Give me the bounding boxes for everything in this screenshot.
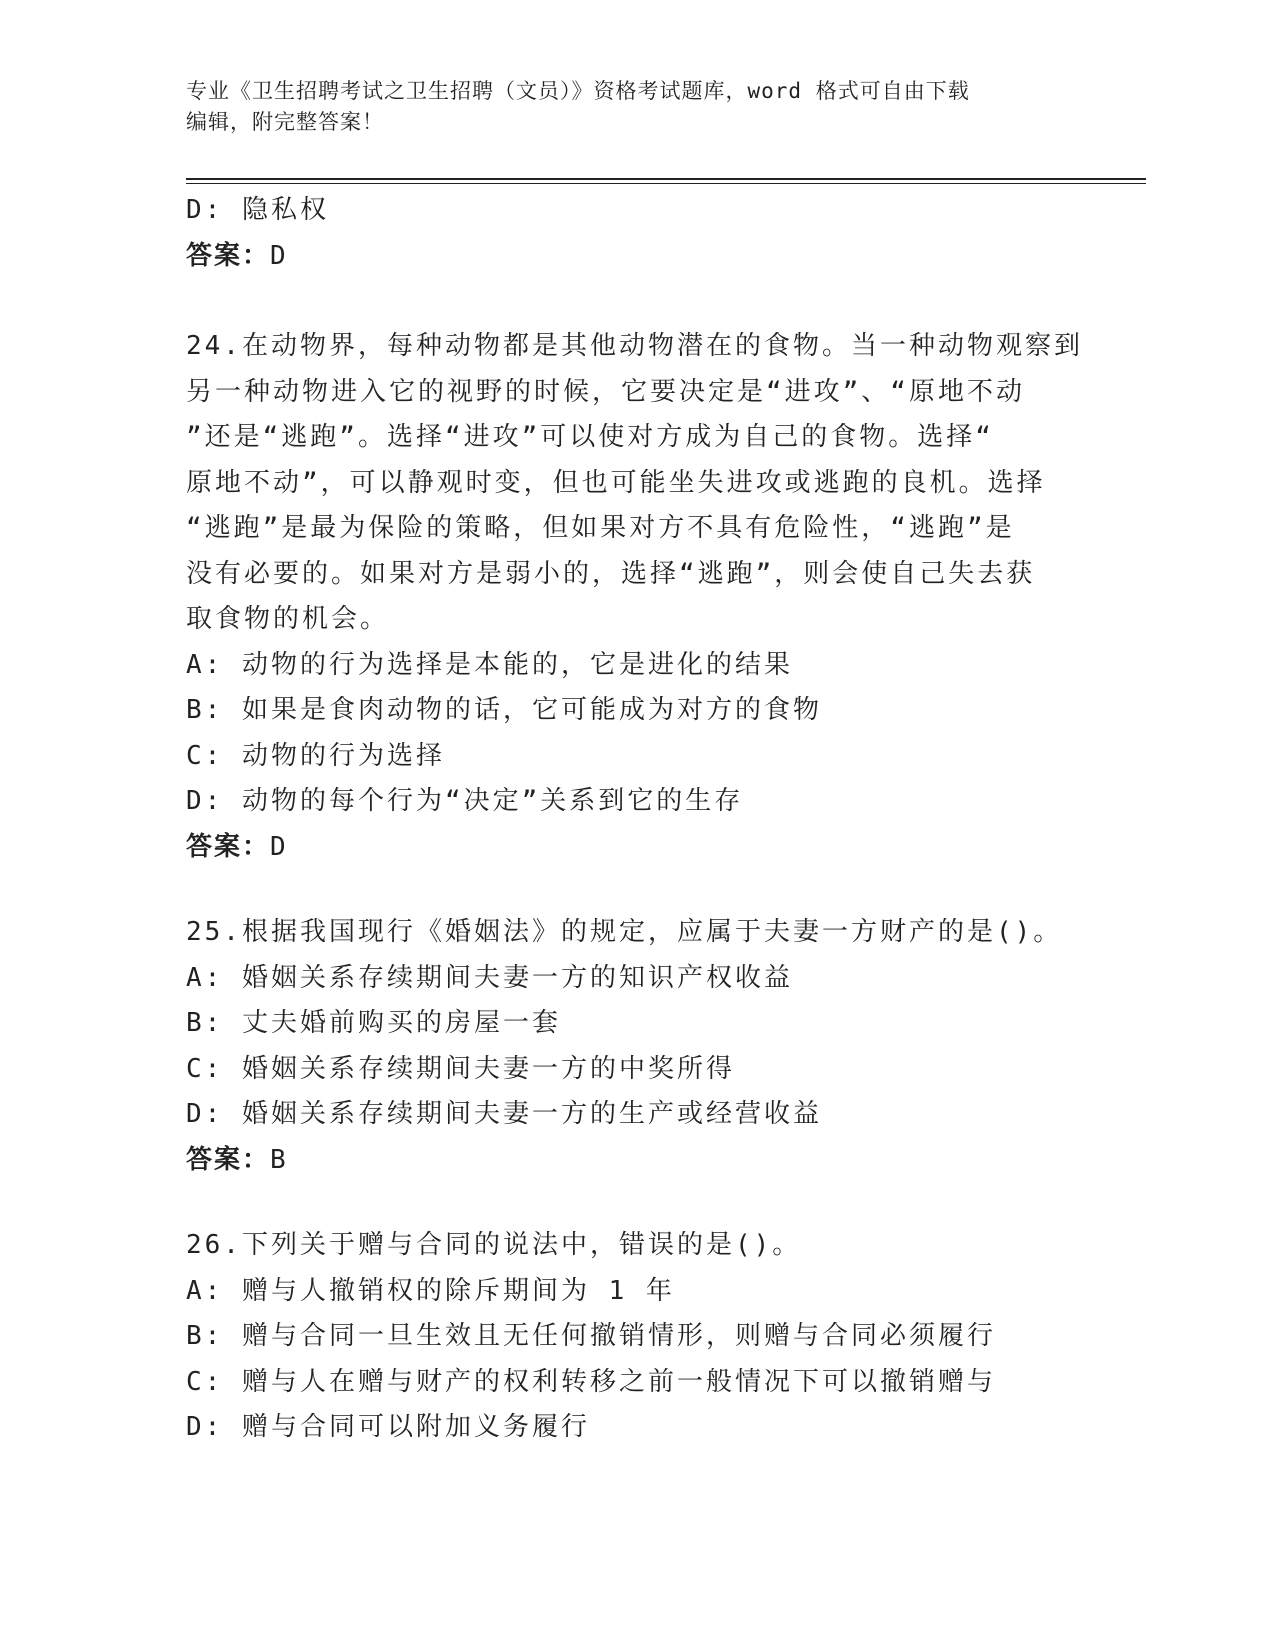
answer-label: 答案： <box>186 1144 271 1175</box>
question-24-option-b: B: 如果是食肉动物的话，它可能成为对方的食物 <box>186 695 822 725</box>
question-24 <box>186 324 1086 870</box>
answer-value: D <box>270 831 287 862</box>
question-25-option-a: A: 婚姻关系存续期间夫妻一方的知识产权收益 <box>186 962 793 993</box>
answer-label: 答案： <box>186 240 271 271</box>
question-24-line: “逃跑”是最为保险的策略，但如果对方不具有危险性，“逃跑”是 <box>186 513 1015 543</box>
question-24-line: ”还是“逃跑”。选择“进攻”可以使对方成为自己的食物。选择“ <box>186 422 994 452</box>
spacer <box>186 1183 1086 1223</box>
question-content <box>186 188 1086 1451</box>
question-26-option-d: D: 赠与合同可以附加义务履行 <box>186 1412 590 1442</box>
answer-value: D <box>270 240 287 271</box>
question-25 <box>186 910 1086 1183</box>
question-24-option-c: C: 动物的行为选择 <box>186 740 445 771</box>
question-26-text: 26.下列关于赠与合同的说法中，错误的是()。 <box>186 1230 802 1260</box>
spacer <box>186 279 1086 324</box>
question-25-text: 25.根据我国现行《婚姻法》的规定，应属于夫妻一方财产的是()。 <box>186 917 1063 947</box>
header-line-1: 专业《卫生招聘考试之卫生招聘（文员）》资格考试题库，word 格式可自由下载 <box>186 79 970 103</box>
question-25-option-b: B: 丈夫婚前购买的房屋一套 <box>186 1008 561 1038</box>
header-divider-thin <box>186 183 1146 184</box>
question-24-line: 24.在动物界，每种动物都是其他动物潜在的食物。当一种动物观察到 <box>186 331 1083 361</box>
question-25-option-c: C: 婚姻关系存续期间夫妻一方的中奖所得 <box>186 1053 735 1084</box>
header-line-2: 编辑，附完整答案！ <box>186 110 384 134</box>
question-24-option-d: D: 动物的每个行为“决定”关系到它的生存 <box>186 786 744 816</box>
answer-label: 答案： <box>186 831 271 862</box>
question-26-option-c: C: 赠与人在赠与财产的权利转移之前一般情况下可以撤销赠与 <box>186 1366 996 1397</box>
question-26 <box>186 1223 1086 1451</box>
question-24-line: 另一种动物进入它的视野的时候，它要决定是“进攻”、“原地不动 <box>186 376 1025 407</box>
prev-answer <box>186 234 1086 280</box>
question-24-line: 原地不动”，可以静观时变，但也可能坐失进攻或逃跑的良机。选择 <box>186 467 1046 498</box>
header-divider-thick <box>186 178 1146 180</box>
question-24-answer <box>186 825 1086 871</box>
question-25-option-d: D: 婚姻关系存续期间夫妻一方的生产或经营收益 <box>186 1099 822 1129</box>
question-24-option-a: A: 动物的行为选择是本能的，它是进化的结果 <box>186 649 793 680</box>
spacer <box>186 870 1086 910</box>
question-24-line: 没有必要的。如果对方是弱小的，选择“逃跑”，则会使自己失去获 <box>186 558 1036 589</box>
prev-option-d: D: 隐私权 <box>186 195 329 225</box>
question-25-answer <box>186 1138 1086 1184</box>
document-header <box>186 76 1066 138</box>
question-26-option-a: A: 赠与人撤销权的除斥期间为 1 年 <box>186 1275 675 1306</box>
question-26-option-b: B: 赠与合同一旦生效且无任何撤销情形，则赠与合同必须履行 <box>186 1321 996 1351</box>
question-24-line: 取食物的机会。 <box>186 604 390 634</box>
answer-value: B <box>270 1144 287 1175</box>
